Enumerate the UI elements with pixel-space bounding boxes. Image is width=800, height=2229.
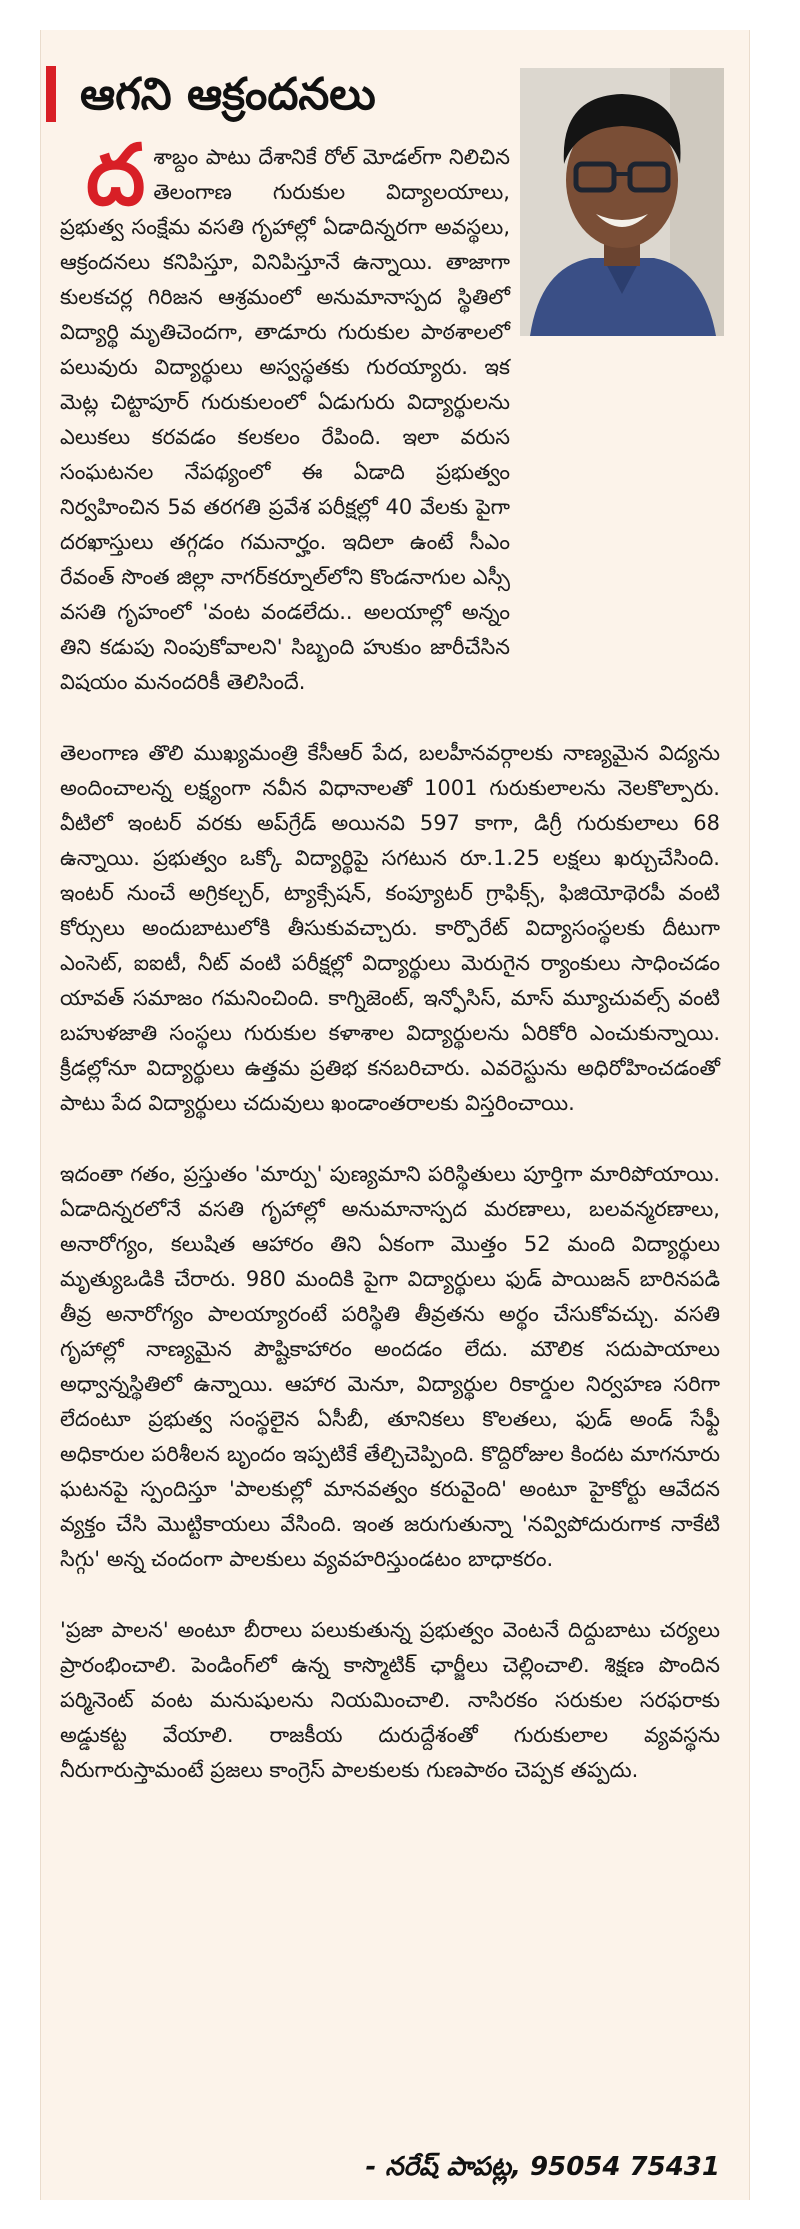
article-body: [60, 126, 720, 1824]
lead-paragraph-text: శాబ్దం పాటు దేశానికే రోల్ మోడల్‌గా నిలిచిన తెలంగాణ గురుకుల విద్యాలయాలు, ప్రభుత్వ సంక్షేమ వసతి గృహాల్లో ఏడాదిన్నరగా అవస్థలు, ఆక్రందనలు కనిపిస్తూ, వినిపిస్తూనే ఉన్నాయి. తాజాగా కులకచర్ల గిరిజన ఆశ్రమంలో అనుమానాస్పద స్థితిలో విద్యార్థి మృతిచెందగా, తాడూరు గురుకుల పాఠశాలలో పలువురు విద్యార్థులు అస్వస్థతకు గురయ్యారు. ఇక మెట్ల చిట్టాపూర్ గురుకులంలో ఏడుగురు విద్యార్థులను ఎలుకలు కరవడం కలకలం రేపింది. ఇలా వరుస సంఘటనల నేపథ్యంలో ఈ ఏడాది ప్రభుత్వం నిర్వహించిన 5వ తరగతి ప్రవేశ పరీక్షల్లో 40 వేలకు పైగా దరఖాస్తులు తగ్గడం గమనార్హం. ఇదిలా ఉంటే సీఎం రేవంత్ సొంత జిల్లా నాగర్‌కర్నూల్‌లోని కొండనాగుల ఎస్సీ వసతి గృహంలో 'వంట వండలేదు.. అలయాల్లో అన్నం తిని కడుపు నింపుకోవాలని' సిబ్బంది హుకుం జారీచేసిన విషయం మనందరికీ తెలిసిందే.: [60, 145, 510, 694]
headline: ఆగని ఆక్రందనలు: [80, 69, 376, 120]
lead-paragraph: [60, 126, 510, 700]
byline: - నరేష్ పాపట్ల, 95054 75431: [365, 2152, 720, 2182]
paragraph: ఇదంతా గతం, ప్రస్తుతం 'మార్పు' పుణ్యమాని పరిస్థితులు పూర్తిగా మారిపోయాయి. ఏడాదిన్నరలోనే వసతి గృహాల్లో అనుమానాస్పద మరణాలు, బలవన్మరణాలు, అనారోగ్యం, కలుషిత ఆహారం తిని ఏకంగా మొత్తం 52 మంది విద్యార్థులు మృత్యుఒడికి చేరారు. 980 మందికి పైగా విద్యార్థులు ఫుడ్ పాయిజన్ బారినపడి తీవ్ర అనారోగ్యం పాలయ్యారంటే పరిస్థితి తీవ్రతను అర్థం చేసుకోవచ్చు. వసతి గృహాల్లో నాణ్యమైన పౌష్టికాహారం అందడం లేదు. మౌలిక సదుపాయాలు అధ్వాన్నస్థితిలో ఉన్నాయి. ఆహార మెనూ, విద్యార్థుల రికార్డుల నిర్వహణ సరిగా లేదంటూ ప్రభుత్వ సంస్థలైన ఏసీబీ, తూనికలు కొలతలు, ఫుడ్ అండ్ సేఫ్టీ అధికారుల పరిశీలన బృందం ఇప్పటికే తేల్చిచెప్పింది. కొద్దిరోజుల కిందట మాగనూరు ఘటనపై స్పందిస్తూ 'పాలకుల్లో మానవత్వం కరువైంది' అంటూ హైకోర్టు ఆవేదన వ్యక్తం చేసి మొట్టికాయలు వేసింది. ఇంత జరుగుతున్నా 'నవ్విపోదురుగాక నాకేటి సిగ్గు' అన్న చందంగా పాలకులు వ్యవహరిస్తుండటం బాధాకరం.: [60, 1162, 720, 1571]
paragraph: తెలంగాణ తొలి ముఖ్యమంత్రి కేసీఆర్ పేద, బలహీనవర్గాలకు నాణ్యమైన విద్యను అందించాలన్న లక్ష్యంగా నవీన విధానాలతో 1001 గురుకులాలను నెలకొల్పారు. వీటిలో ఇంటర్ వరకు అప్‌గ్రేడ్ అయినవి 597 కాగా, డిగ్రీ గురుకులాలు 68 ఉన్నాయి. ప్రభుత్వం ఒక్కో విద్యార్థిపై సగటున రూ.1.25 లక్షలు ఖర్చుచేసింది. ఇంటర్ నుంచే అగ్రికల్చర్, ట్యాక్సేషన్, కంప్యూటర్ గ్రాఫిక్స్, ఫిజియోథెరపీ వంటి కోర్సులు అందుబాటులోకి తీసుకువచ్చారు. కార్పొరేట్ విద్యాసంస్థలకు దీటుగా ఎంసెట్, ఐఐటీ, నీట్ వంటి పరీక్షల్లో విద్యార్థులు మెరుగైన ర్యాంకులు సాధించడం యావత్ సమాజం గమనించింది. కాగ్నిజెంట్, ఇన్ఫోసిస్, మాస్ మ్యూచువల్స్ వంటి బహుళజాతి సంస్థలు గురుకుల కళాశాల విద్యార్థులను ఏరికోరి ఎంచుకున్నాయి. క్రీడల్లోనూ విద్యార్థులు ఉత్తమ ప్రతిభ కనబరిచారు. ఎవరెస్టును అధిరోహించడంతో పాటు పేద విద్యార్థులు చదువులు ఖండాంతరాలకు విస్తరించాయి.: [60, 741, 720, 1115]
drop-cap: ద: [86, 126, 146, 224]
headline-accent-bar: [46, 66, 56, 122]
paragraph: 'ప్రజా పాలన' అంటూ బీరాలు పలుకుతున్న ప్రభుత్వం వెంటనే దిద్దుబాటు చర్యలు ప్రారంభించాలి. పెండింగ్‌లో ఉన్న కాస్మొటిక్ ఛార్జీలు చెల్లించాలి. శిక్షణ పొందిన పర్మినెంట్ వంట మనుషులను నియమించాలి. నాసిరకం సరుకుల సరఫరాకు అడ్డుకట్ట వేయాలి. రాజకీయ దురుద్దేశంతో గురుకులాల వ్యవస్థను నీరుగారుస్తామంటే ప్రజలు కాంగ్రెస్ పాలకులకు గుణపాఠం చెప్పక తప్పదు.: [60, 1618, 720, 1782]
